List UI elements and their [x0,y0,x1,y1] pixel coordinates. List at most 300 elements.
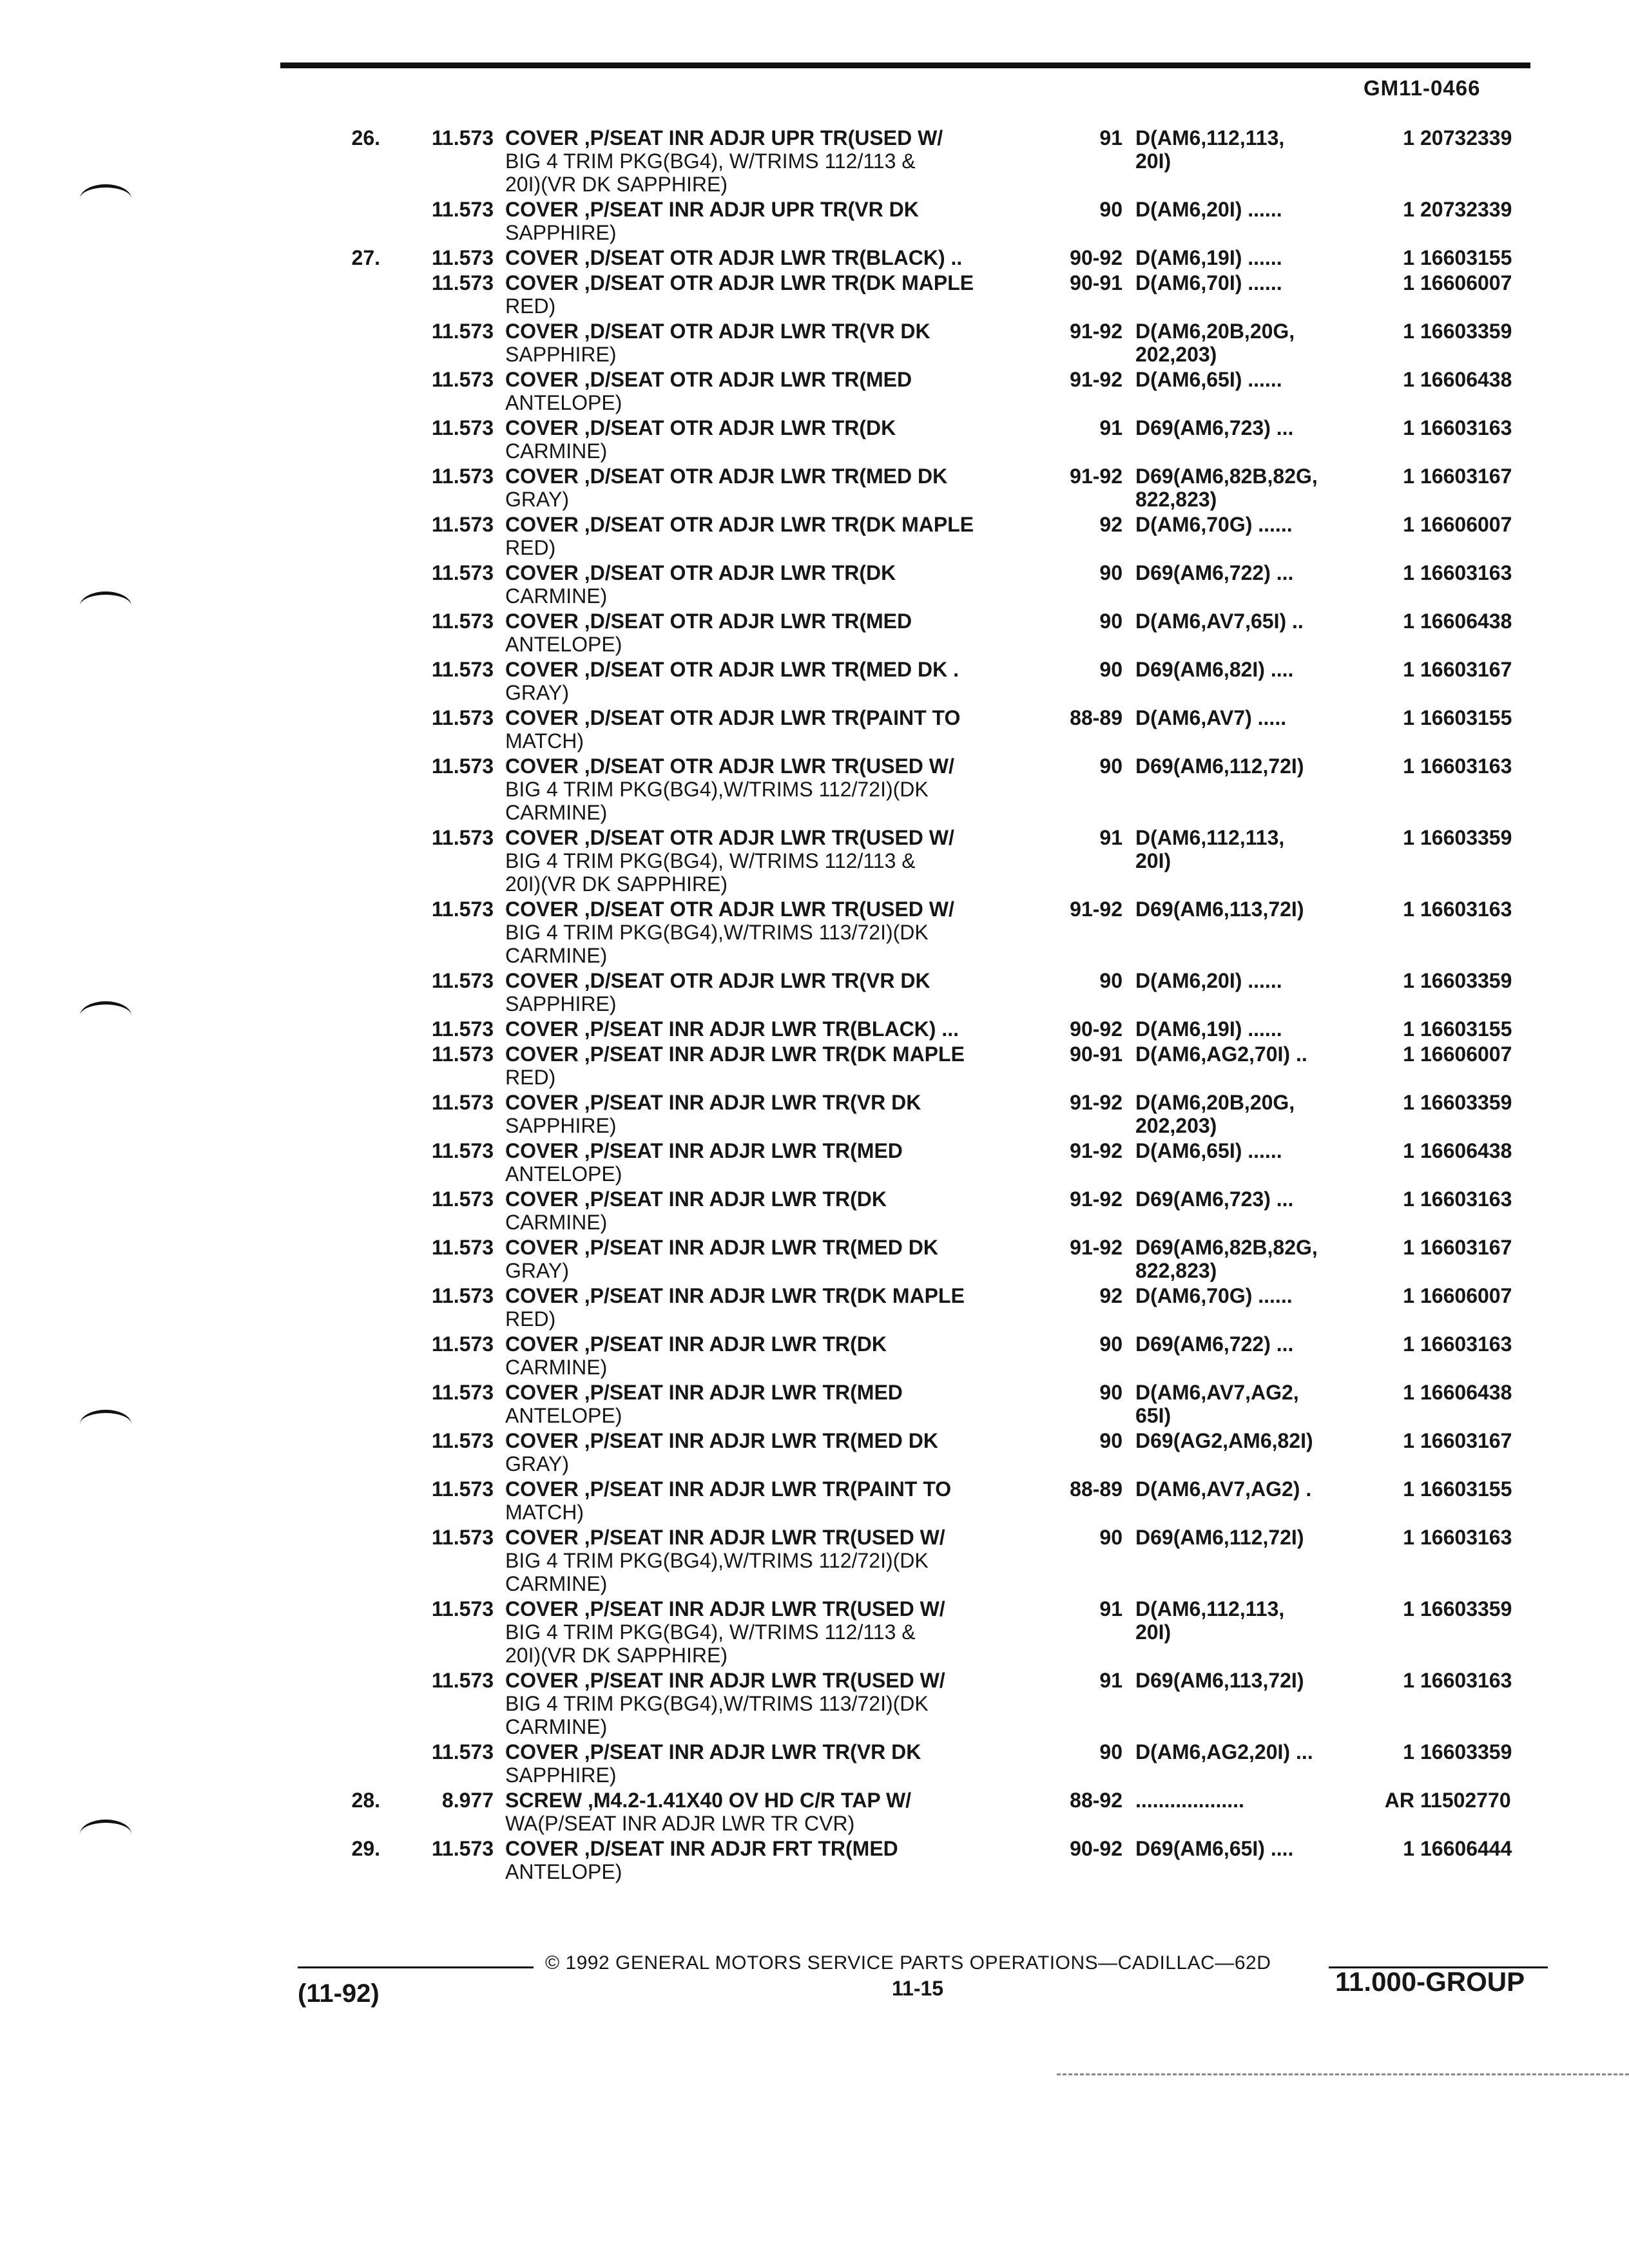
part-number: 16603163 [1420,1669,1512,1692]
part-entry [0,969,1629,1015]
part-number: 16603163 [1420,1332,1512,1356]
part-entry [0,1187,1629,1234]
usage-line: 20I) [1135,1620,1171,1644]
description-line: COVER ,P/SEAT INR ADJR LWR TR(PAINT TO [505,1477,952,1501]
group-number: 11.573 [431,1837,494,1860]
model-years: 90-91 [1070,271,1123,294]
part-description [505,126,1046,196]
quantity: 1 [1403,126,1414,149]
description-line: CARMINE) [505,584,608,608]
usage-line: D(AM6,19I) ...... [1135,1017,1282,1041]
description-line: COVER ,D/SEAT OTR ADJR LWR TR(MED DK . [505,658,959,681]
model-years: 90 [1099,1740,1123,1763]
part-description [505,610,1046,656]
description-line: BIG 4 TRIM PKG(BG4), W/TRIMS 112/113 & [505,849,916,872]
usage-line: D69(AM6,82I) .... [1135,658,1294,681]
part-entry [0,1091,1629,1137]
description-line: CARMINE) [505,1572,608,1595]
quantity: 1 [1403,1284,1414,1307]
description-line: 20I)(VR DK SAPPHIRE) [505,173,728,196]
quantity: 1 [1403,1477,1414,1501]
item-number: 26. [351,126,380,149]
description-line: ANTELOPE) [505,1860,622,1883]
group-number: 11.573 [431,368,494,391]
model-years: 92 [1099,513,1123,536]
part-entry [0,754,1629,824]
part-entry [0,1043,1629,1089]
description-line: COVER ,D/SEAT OTR ADJR LWR TR(USED W/ [505,826,954,849]
part-description [505,1091,1046,1137]
usage-code [1135,320,1367,366]
model-years: 91-92 [1070,1236,1123,1259]
usage-line: D(AM6,65I) ...... [1135,1139,1282,1162]
revision-date: (11-92) [298,1979,380,2008]
model-years: 91 [1099,416,1123,439]
part-description [505,1017,1046,1041]
usage-line: D(AM6,20B,20G, [1135,1091,1295,1114]
model-years: 91-92 [1070,1187,1123,1211]
model-years: 88-92 [1070,1789,1123,1812]
copyright-notice: © 1992 GENERAL MOTORS SERVICE PARTS OPERATIONS—CADILLAC—62D [545,1952,1271,1974]
usage-code [1135,1139,1367,1162]
usage-line: D69(AM6,722) ... [1135,561,1294,584]
quantity: 1 [1403,1017,1414,1041]
description-line: SAPPHIRE) [505,992,617,1015]
group-number: 11.573 [431,969,494,992]
description-line: COVER ,D/SEAT OTR ADJR LWR TR(DK MAPLE [505,513,974,536]
part-entry [0,706,1629,753]
quantity: AR [1384,1789,1414,1812]
usage-line: D69(AM6,113,72I) [1135,898,1304,921]
usage-line: D69(AM6,112,72I) [1135,754,1304,778]
description-line: BIG 4 TRIM PKG(BG4), W/TRIMS 112/113 & [505,1620,916,1644]
description-line: COVER ,D/SEAT OTR ADJR LWR TR(BLACK) .. [505,246,963,269]
part-number: 16603163 [1420,561,1512,584]
quantity: 1 [1403,246,1414,269]
usage-line: D(AM6,112,113, [1135,826,1285,849]
usage-code [1135,271,1367,294]
group-label: 11.000-GROUP [1335,1966,1525,1997]
usage-line: D(AM6,70G) ...... [1135,1284,1293,1307]
quantity: 1 [1403,1043,1414,1066]
usage-line: D69(AM6,723) ... [1135,416,1294,439]
part-description [505,465,1046,511]
description-line: COVER ,D/SEAT OTR ADJR LWR TR(MED [505,610,912,633]
description-line: BIG 4 TRIM PKG(BG4),W/TRIMS 113/72I)(DK [505,1692,929,1715]
part-entry [0,1837,1629,1883]
description-line: COVER ,P/SEAT INR ADJR LWR TR(DK [505,1332,887,1356]
quantity: 1 [1403,1139,1414,1162]
usage-line: D69(AG2,AM6,82I) [1135,1429,1313,1452]
usage-code [1135,416,1367,439]
usage-line: D(AM6,70G) ...... [1135,513,1293,536]
usage-line: 65I) [1135,1404,1171,1427]
part-entry [0,1332,1629,1379]
model-years: 88-89 [1070,1477,1123,1501]
usage-line: ................... [1135,1789,1244,1812]
usage-code [1135,126,1367,173]
part-description [505,1236,1046,1282]
usage-code [1135,898,1367,921]
description-line: ANTELOPE) [505,391,622,414]
usage-code [1135,368,1367,391]
usage-code [1135,826,1367,872]
description-line: CARMINE) [505,944,608,967]
group-number: 11.573 [431,246,494,269]
part-number: 16603359 [1420,1740,1512,1763]
usage-line: 20I) [1135,149,1171,173]
quantity: 1 [1403,271,1414,294]
part-number: 16603163 [1420,1526,1512,1549]
description-line: BIG 4 TRIM PKG(BG4),W/TRIMS 112/72I)(DK [505,1549,929,1572]
part-description [505,1429,1046,1475]
usage-code [1135,1187,1367,1211]
part-entry [0,1381,1629,1427]
quantity: 1 [1403,561,1414,584]
part-description [505,658,1046,704]
description-line: BIG 4 TRIM PKG(BG4),W/TRIMS 113/72I)(DK [505,921,929,944]
part-description [505,1043,1046,1089]
model-years: 92 [1099,1284,1123,1307]
part-number: 16603155 [1420,246,1512,269]
description-line: SAPPHIRE) [505,221,617,244]
usage-line: 822,823) [1135,488,1217,511]
group-number: 11.573 [431,416,494,439]
model-years: 91-92 [1070,898,1123,921]
usage-code [1135,1043,1367,1066]
part-description [505,1187,1046,1234]
part-entry [0,126,1629,196]
part-number: 16603167 [1420,1429,1512,1452]
model-years: 90 [1099,561,1123,584]
model-years: 90 [1099,198,1123,221]
part-number: 11502770 [1420,1789,1511,1812]
description-line: MATCH) [505,729,584,753]
group-number: 11.573 [431,826,494,849]
part-entry [0,1477,1629,1524]
part-number: 16603167 [1420,1236,1512,1259]
description-line: COVER ,D/SEAT OTR ADJR LWR TR(VR DK [505,320,930,343]
quantity: 1 [1403,1597,1414,1620]
usage-line: D(AM6,AG2,20I) ... [1135,1740,1313,1763]
part-entry [0,1669,1629,1738]
part-entry [0,561,1629,608]
part-description [505,1789,1046,1835]
usage-line: D(AM6,AV7,AG2) . [1135,1477,1312,1501]
group-number: 11.573 [431,271,494,294]
description-line: SAPPHIRE) [505,343,617,366]
usage-code [1135,1017,1367,1041]
model-years: 90 [1099,658,1123,681]
description-line: COVER ,D/SEAT OTR ADJR LWR TR(DK [505,561,896,584]
model-years: 90-92 [1070,1017,1123,1041]
description-line: 20I)(VR DK SAPPHIRE) [505,872,728,896]
part-description [505,826,1046,896]
quantity: 1 [1403,416,1414,439]
group-number: 11.573 [431,1091,494,1114]
part-description [505,561,1046,608]
model-years: 91-92 [1070,368,1123,391]
description-line: GRAY) [505,681,569,704]
usage-line: D69(AM6,722) ... [1135,1332,1294,1356]
part-entry [0,465,1629,511]
model-years: 91 [1099,1597,1123,1620]
part-description [505,198,1046,244]
part-number: 16606438 [1420,1139,1512,1162]
quantity: 1 [1403,1526,1414,1549]
description-line: ANTELOPE) [505,1162,622,1186]
quantity: 1 [1403,368,1414,391]
part-description [505,1284,1046,1331]
top-rule [280,62,1530,68]
part-entry [0,1017,1629,1041]
part-entry [0,1139,1629,1186]
description-line: COVER ,P/SEAT INR ADJR LWR TR(MED DK [505,1429,939,1452]
model-years: 91-92 [1070,320,1123,343]
description-line: COVER ,P/SEAT INR ADJR LWR TR(USED W/ [505,1526,945,1549]
part-number: 16603155 [1420,1017,1512,1041]
model-years: 90-91 [1070,1043,1123,1066]
description-line: SCREW ,M4.2-1.41X40 OV HD C/R TAP W/ [505,1789,912,1812]
quantity: 1 [1403,1740,1414,1763]
description-line: CARMINE) [505,1211,608,1234]
description-line: GRAY) [505,488,569,511]
part-description [505,1740,1046,1787]
part-number: 16606007 [1420,513,1512,536]
quantity: 1 [1403,513,1414,536]
group-number: 11.573 [431,754,494,778]
quantity: 1 [1403,1332,1414,1356]
usage-code [1135,1236,1367,1282]
group-number: 11.573 [431,1043,494,1066]
usage-code [1135,754,1367,778]
quantity: 1 [1403,898,1414,921]
part-description [505,1837,1046,1883]
usage-code [1135,198,1367,221]
description-line: GRAY) [505,1452,569,1475]
model-years: 90-92 [1070,246,1123,269]
quantity: 1 [1403,969,1414,992]
part-entry [0,898,1629,967]
quantity: 1 [1403,754,1414,778]
description-line: COVER ,D/SEAT OTR ADJR LWR TR(DK MAPLE [505,271,974,294]
usage-line: D(AM6,20I) ...... [1135,969,1282,992]
usage-line: D(AM6,AV7,65I) .. [1135,610,1304,633]
group-number: 11.573 [431,706,494,729]
model-years: 90 [1099,1429,1123,1452]
page-number: 11-15 [892,1977,944,2000]
usage-line: D(AM6,20B,20G, [1135,320,1295,343]
usage-line: D(AM6,112,113, [1135,126,1285,149]
quantity: 1 [1403,706,1414,729]
description-line: COVER ,P/SEAT INR ADJR UPR TR(VR DK [505,198,919,221]
description-line: COVER ,P/SEAT INR ADJR LWR TR(MED DK [505,1236,939,1259]
model-years: 91-92 [1070,1139,1123,1162]
usage-line: D(AM6,70I) ...... [1135,271,1282,294]
description-line: WA(P/SEAT INR ADJR LWR TR CVR) [505,1812,855,1835]
group-number: 11.573 [431,561,494,584]
group-number: 11.573 [431,1236,494,1259]
part-number: 16606444 [1420,1837,1512,1860]
usage-line: D(AM6,AV7) ..... [1135,706,1287,729]
document-id: GM11-0466 [1364,76,1481,100]
description-line: ANTELOPE) [505,1404,622,1427]
group-number: 11.573 [431,658,494,681]
description-line: MATCH) [505,1501,584,1524]
part-entry [0,1284,1629,1331]
description-line: BIG 4 TRIM PKG(BG4),W/TRIMS 112/72I)(DK [505,778,929,801]
description-line: COVER ,D/SEAT OTR ADJR LWR TR(DK [505,416,896,439]
quantity: 1 [1403,198,1414,221]
group-number: 11.573 [431,898,494,921]
description-line: RED) [505,536,556,559]
quantity: 1 [1403,1669,1414,1692]
usage-line: D(AM6,AV7,AG2, [1135,1381,1299,1404]
part-number: 16603359 [1420,1597,1512,1620]
usage-code [1135,1740,1367,1763]
usage-code [1135,610,1367,633]
description-line: ANTELOPE) [505,633,622,656]
model-years: 91 [1099,1669,1123,1692]
usage-line: D69(AM6,723) ... [1135,1187,1294,1211]
group-number: 11.573 [431,126,494,149]
group-number: 11.573 [431,320,494,343]
part-entry [0,271,1629,318]
group-number: 11.573 [431,1332,494,1356]
quantity: 1 [1403,1429,1414,1452]
usage-line: 822,823) [1135,1259,1217,1282]
part-description [505,706,1046,753]
part-description [505,1477,1046,1524]
group-number: 11.573 [431,1597,494,1620]
usage-code [1135,1091,1367,1137]
parts-list [0,126,1629,1885]
model-years: 90 [1099,1332,1123,1356]
group-number: 8.977 [441,1789,494,1812]
usage-line: D(AM6,19I) ...... [1135,246,1282,269]
usage-code [1135,1789,1367,1812]
part-number: 16603167 [1420,465,1512,488]
quantity: 1 [1403,1091,1414,1114]
part-description [505,1332,1046,1379]
part-description [505,416,1046,463]
description-line: COVER ,P/SEAT INR ADJR LWR TR(DK [505,1187,887,1211]
part-number: 16603359 [1420,826,1512,849]
description-line: SAPPHIRE) [505,1763,617,1787]
usage-code [1135,1332,1367,1356]
usage-code [1135,1381,1367,1427]
usage-code [1135,658,1367,681]
part-description [505,1526,1046,1595]
quantity: 1 [1403,1837,1414,1860]
description-line: COVER ,D/SEAT OTR ADJR LWR TR(USED W/ [505,754,954,778]
part-number: 16606007 [1420,271,1512,294]
part-number: 16603163 [1420,898,1512,921]
part-entry [0,610,1629,656]
model-years: 91 [1099,826,1123,849]
model-years: 91-92 [1070,1091,1123,1114]
description-line: COVER ,P/SEAT INR ADJR UPR TR(USED W/ [505,126,943,149]
part-entry [0,1429,1629,1475]
part-description [505,969,1046,1015]
usage-line: D69(AM6,112,72I) [1135,1526,1304,1549]
usage-code [1135,706,1367,729]
model-years: 90 [1099,969,1123,992]
description-line: COVER ,P/SEAT INR ADJR LWR TR(MED [505,1381,903,1404]
description-line: COVER ,D/SEAT INR ADJR FRT TR(MED [505,1837,898,1860]
part-number: 16603167 [1420,658,1512,681]
part-number: 16603155 [1420,706,1512,729]
quantity: 1 [1403,1381,1414,1404]
description-line: COVER ,D/SEAT OTR ADJR LWR TR(VR DK [505,969,930,992]
part-entry [0,368,1629,414]
part-number: 16606438 [1420,610,1512,633]
description-line: COVER ,P/SEAT INR ADJR LWR TR(VR DK [505,1740,921,1763]
part-number: 16603163 [1420,416,1512,439]
usage-code [1135,1284,1367,1307]
part-entry [0,198,1629,244]
item-number: 27. [351,246,380,269]
group-number: 11.573 [431,1381,494,1404]
usage-line: D(AM6,112,113, [1135,1597,1285,1620]
part-description [505,513,1046,559]
quantity: 1 [1403,1187,1414,1211]
item-number: 28. [351,1789,380,1812]
part-entry [0,320,1629,366]
description-line: 20I)(VR DK SAPPHIRE) [505,1644,728,1667]
usage-line: 202,203) [1135,1114,1217,1137]
usage-line: D69(AM6,82B,82G, [1135,465,1318,488]
part-entry [0,1236,1629,1282]
usage-code [1135,969,1367,992]
part-description [505,271,1046,318]
group-number: 11.573 [431,465,494,488]
usage-code [1135,1429,1367,1452]
model-years: 88-89 [1070,706,1123,729]
scan-artifact-line [1057,2073,1629,2075]
description-line: COVER ,D/SEAT OTR ADJR LWR TR(MED [505,368,912,391]
footer-rule [298,1966,534,1968]
part-description [505,898,1046,967]
usage-code [1135,465,1367,511]
part-description [505,320,1046,366]
part-number: 16606007 [1420,1284,1512,1307]
model-years: 90 [1099,754,1123,778]
part-number: 20732339 [1420,126,1512,149]
quantity: 1 [1403,1236,1414,1259]
quantity: 1 [1403,320,1414,343]
part-number: 16603155 [1420,1477,1512,1501]
usage-line: D(AM6,20I) ...... [1135,198,1282,221]
usage-line: D(AM6,65I) ...... [1135,368,1282,391]
group-number: 11.573 [431,1429,494,1452]
item-number: 29. [351,1837,380,1860]
description-line: COVER ,P/SEAT INR ADJR LWR TR(VR DK [505,1091,921,1114]
part-description [505,1669,1046,1738]
part-description [505,1381,1046,1427]
description-line: COVER ,P/SEAT INR ADJR LWR TR(DK MAPLE [505,1284,965,1307]
group-number: 11.573 [431,1017,494,1041]
group-number: 11.573 [431,1139,494,1162]
description-line: COVER ,P/SEAT INR ADJR LWR TR(USED W/ [505,1597,945,1620]
usage-line: D69(AM6,82B,82G, [1135,1236,1318,1259]
part-entry [0,246,1629,269]
usage-code [1135,1477,1367,1501]
part-number: 16603163 [1420,1187,1512,1211]
usage-line: D69(AM6,113,72I) [1135,1669,1304,1692]
group-number: 11.573 [431,1284,494,1307]
usage-code [1135,1837,1367,1860]
